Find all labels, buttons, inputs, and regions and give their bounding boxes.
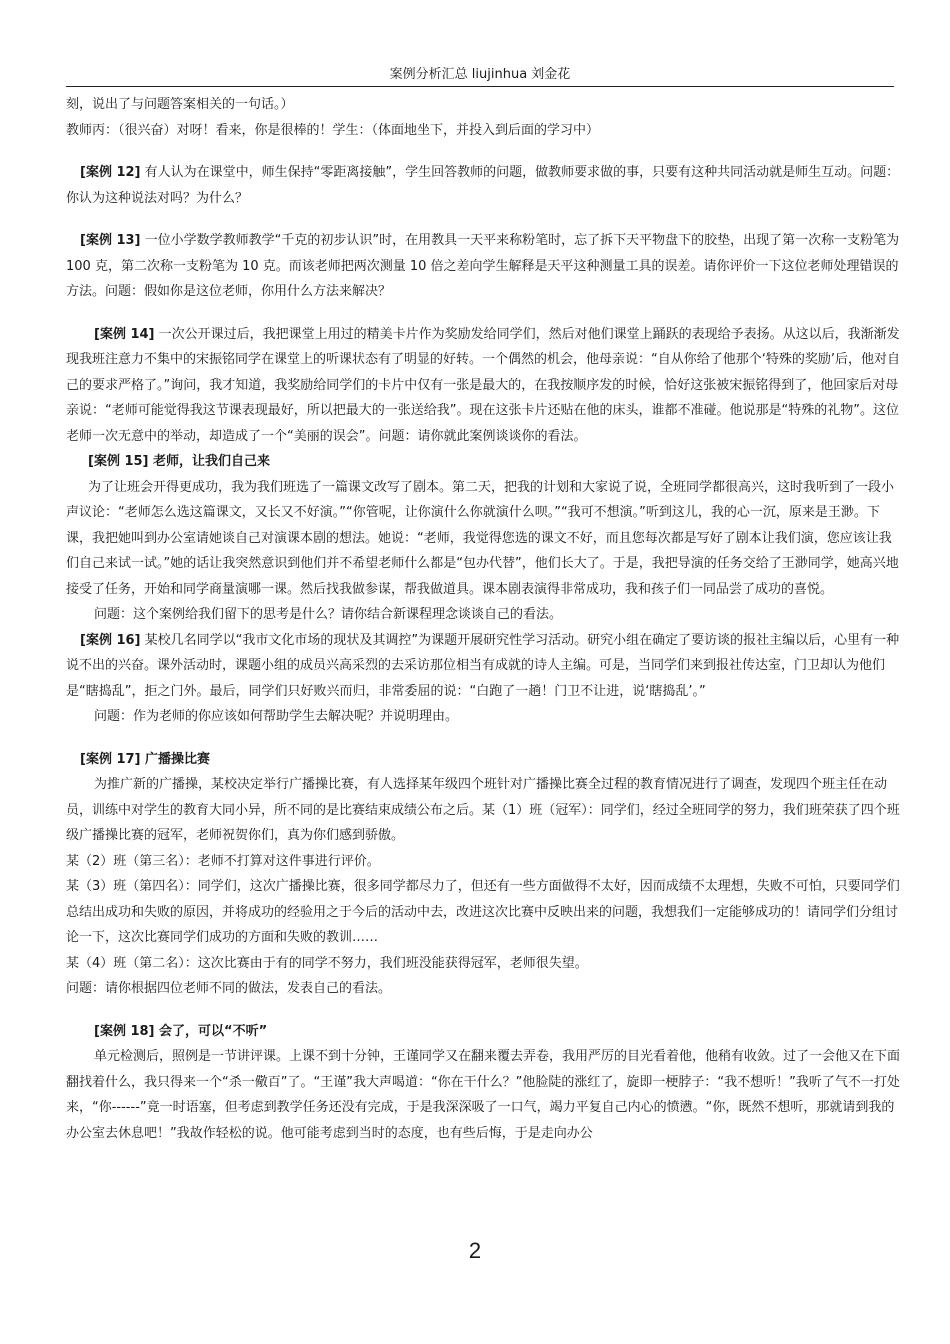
- case-tag: [案例 15] 老师，让我们自己来: [88, 454, 271, 469]
- paragraph: 为推广新的广播操，某校决定举行广播操比赛，有人选择某年级四个班针对广播操比赛全过程的教育情况进行了调查，发现四个班主任在动员，训练中对学生的教育大同小异，所不同的是比赛结束成绩公布之后。某（1）班（冠军）：同学们，经过全班同学的努力，我们班荣获了四个班级广播操比赛的冠军，老师祝贺你们，真为你们感到骄傲。: [66, 777, 900, 843]
- case-16: [案例 16] 某校几名同学以“我市文化市场的现状及其调控”为课题开展研究性学习活动。研究小组在确定了要访谈的报社主编以后，心里有一种说不出的兴奋。课外活动时，课题小组的成员兴高采烈的去采访那位相当有成就的诗人主编。可是，当同学们来到报社传达室，门卫却认为他们是“瞎捣乱”，拒之门外。最后，同学们只好败兴而归，非常委屈的说：“白跑了一趟！门卫不让进，说‘瞎捣乱’。”: [66, 632, 900, 699]
- paragraph: 某（2）班（第三名）：老师不打算对这件事进行评价。: [66, 853, 380, 869]
- case-14: [案例 14] 一次公开课过后，我把课堂上用过的精美卡片作为奖励发给同学们，然后对他们课堂上踊跃的表现给予表扬。从这以后，我渐渐发现我班注意力不集中的宋振铭同学在课堂上的听课状态有了明显的好转。一个偶然的机会，他母亲说：“自从你给了他那个‘特殊的奖励’后，他对自己的要求严格了。”询问，我才知道，我奖励给同学们的卡片中仅有一张是最大的，在我按顺序发的时候，恰好这张被宋振铭得到了，他回家后对母亲说：“老师可能觉得我这节课表现最好，所以把最大的一张送给我”。现在这张卡片还贴在他的床头，谁都不准碰。他说那是“特殊的礼物”。这位老师一次无意中的举动，却造成了一个“美丽的误会”。问题：请你就此案例谈谈你的看法。: [66, 326, 901, 444]
- page-number: 2: [468, 1238, 482, 1263]
- paragraph: 问题：请你根据四位老师不同的做法，发表自己的看法。: [66, 981, 392, 996]
- paragraph: 某（4）班（第二名）：这次比赛由于有的同学不努力，我们班没能获得冠军，老师很失望。: [66, 955, 588, 971]
- case-tag: [案例 18] 会了，可以“不听”: [94, 1023, 268, 1039]
- document-body: [66, 92, 902, 1146]
- paragraph: 教师丙：（很兴奋）对呀！看来，你是很棒的！学生：（体面地坐下，并投入到后面的学习中）: [66, 122, 600, 138]
- paragraph: 单元检测后，照例是一节讲评课。上课不到十分钟，王谨同学又在翻来覆去弄卷，我用严厉的目光看着他，他稍有收敛。过了一会他又在下面翻找着什么，我只得来一个“杀一儆百”了。“王谨”我大声喝道：“你在干什么？”他脸陡的涨红了，旋即一梗脖子：“我不想听！”我听了气不一打处来，“你------”竟一时语塞，但考虑到教学任务还没有完成，于是我深深吸了一口气，竭力平复自己内心的愤懑。“你，既然不想听，那就请到我的办公室去休息吧！”我故作轻松的说。他可能考虑到当时的态度，也有些后悔，于是走向办公: [66, 1049, 901, 1141]
- case-18-heading: [66, 1019, 902, 1045]
- paragraph: 某（3）班（第四名）：同学们，这次广播操比赛，很多同学都尽力了，但还有一些方面做得不太好，因而成绩不太理想，失败不可怕，只要同学们总结出成功和失败的原因，并将成功的经验用之于今后的活动中去，改进这次比赛中反映出来的问题，我想我们一定能够成功的！请同学们分组讨论一下，这次比赛同学们成功的方面和失败的教训……: [66, 879, 900, 945]
- case-tag: [案例 16]: [80, 632, 141, 648]
- paragraph: 为了让班会开得更成功，我为我们班选了一篇课文改写了剧本。第二天，把我的计划和大家说了说，全班同学都很高兴，这时我听到了一段小声议论：“老师怎么选这篇课文，又长又不好演。”“你管呢，让你演什么你就演什么呗。”“我可不想演。”听到这儿，我的心一沉，原来是王渺。下课，我把她叫到办公室请她谈自己对演课本剧的想法。她说：“老师，我觉得您选的课文不好，而且您每次都是写好了剧本让我们演，您应该让我们自己来试一试。”她的话让我突然意识到他们并不希望老师什么都是“包办代替”，他们长大了。于是，我把导演的任务交给了王渺同学，她高兴地接受了任务，开始和同学商量演哪一课。然后找我做参谋，帮我做道具。课本剧表演得非常成功，我和孩子们一同品尝了成功的喜悦。: [66, 479, 899, 597]
- page-header: 案例分析汇总 liujinhua 刘金花: [66, 64, 894, 87]
- case-15-heading: [66, 449, 902, 475]
- case-17-heading: [66, 747, 902, 773]
- paragraph: 问题：这个案例给我们留下的思考是什么？请你结合新课程理念谈谈自己的看法。: [94, 607, 563, 622]
- case-12: [案例 12] 有人认为在课堂中，师生保持“零距离接触”，学生回答教师的问题，做教师要求做的事，只要有这种共同活动就是师生互动。问题：你认为这种说法对吗？为什么？: [66, 165, 900, 206]
- paragraph: 问题：作为老师的你应该如何帮助学生去解决呢？并说明理由。: [94, 709, 459, 724]
- paragraph: 刻，说出了与问题答案相关的一句话。）: [66, 97, 294, 112]
- case-tag: [案例 12]: [80, 165, 141, 180]
- case-tag: [案例 17] 广播操比赛: [80, 751, 211, 767]
- case-13: [案例 13] 一位小学数学教师教学“千克的初步认识”时，在用教具一天平来称粉笔时，忘了拆下天平物盘下的胶垫，出现了第一次称一支粉笔为 100 克，第二次称一支粉笔为 10 克。而该老师把两次测量 10 倍之差向学生解释是天平这种测量工具的误差。请你评价一下这位老师处理错误的方法。问题：假如你是这位老师，你用什么方法来解决？: [66, 233, 900, 299]
- case-tag: [案例 14]: [94, 326, 155, 342]
- case-tag: [案例 13]: [80, 233, 141, 248]
